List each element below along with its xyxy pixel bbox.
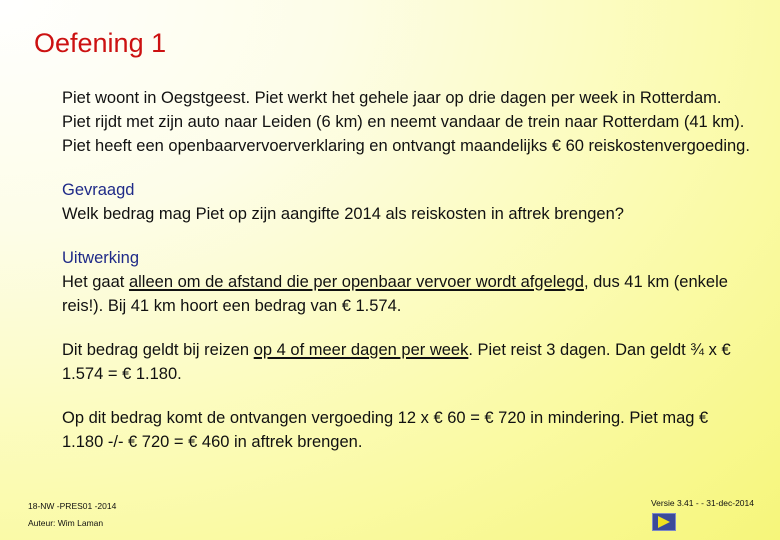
slide-content [62,86,752,474]
footer-author: Auteur: Wim Laman [28,518,104,528]
next-slide-button[interactable] [652,513,676,531]
footer-left [28,498,116,532]
answer-paragraph-3: Op dit bedrag komt de ontvangen vergoeding 12 x € 60 = € 720 in mindering. Piet mag € 1.180 -/- € 720 = € 460 in aftrek brengen. [62,409,709,451]
slide-title: Oefening 1 [34,28,167,58]
question-block [62,178,752,226]
answer-p1-after: , dus 41 km (enkele reis!). Bij 41 km hoort een bedrag van € 1.574. [62,273,728,315]
footer-version: Versie 3.41 - - 31-dec-2014 [650,498,754,508]
footer-code: 18-NW -PRES01 -2014 [28,501,117,511]
answer-p2-after: . Piet reist 3 dagen. Dan geldt ¾ x € 1.574 = € 1.180. [62,341,731,383]
answer-p2-before: Dit bedrag geldt bij reizen [62,341,254,359]
answer-p2-underlined: op 4 of meer dagen per week [253,341,469,359]
answer-p1-underlined: alleen om de afstand die per openbaar vervoer wordt afgelegd [128,273,584,291]
answer-paragraph-2 [62,338,752,386]
question-text: Welk bedrag mag Piet op zijn aangifte 2014 als reiskosten in aftrek brengen? [62,205,624,223]
play-arrow-icon [657,516,671,528]
intro-paragraph: Piet woont in Oegstgeest. Piet werkt het gehele jaar op drie dagen per week in Rotterdam. Piet rijdt met zijn auto naar Leiden (6 km) en neemt vandaar de trein naar Rotterdam (41 km). Piet heeft een openbaarvervoerverklaring en ontvangt maandelijks € 60 reiskostenvergoeding. [62,89,750,155]
answer-p1-before: Het gaat [62,273,129,291]
answer-block [62,246,752,318]
answer-label: Uitwerking [62,249,140,267]
question-label: Gevraagd [62,181,135,199]
